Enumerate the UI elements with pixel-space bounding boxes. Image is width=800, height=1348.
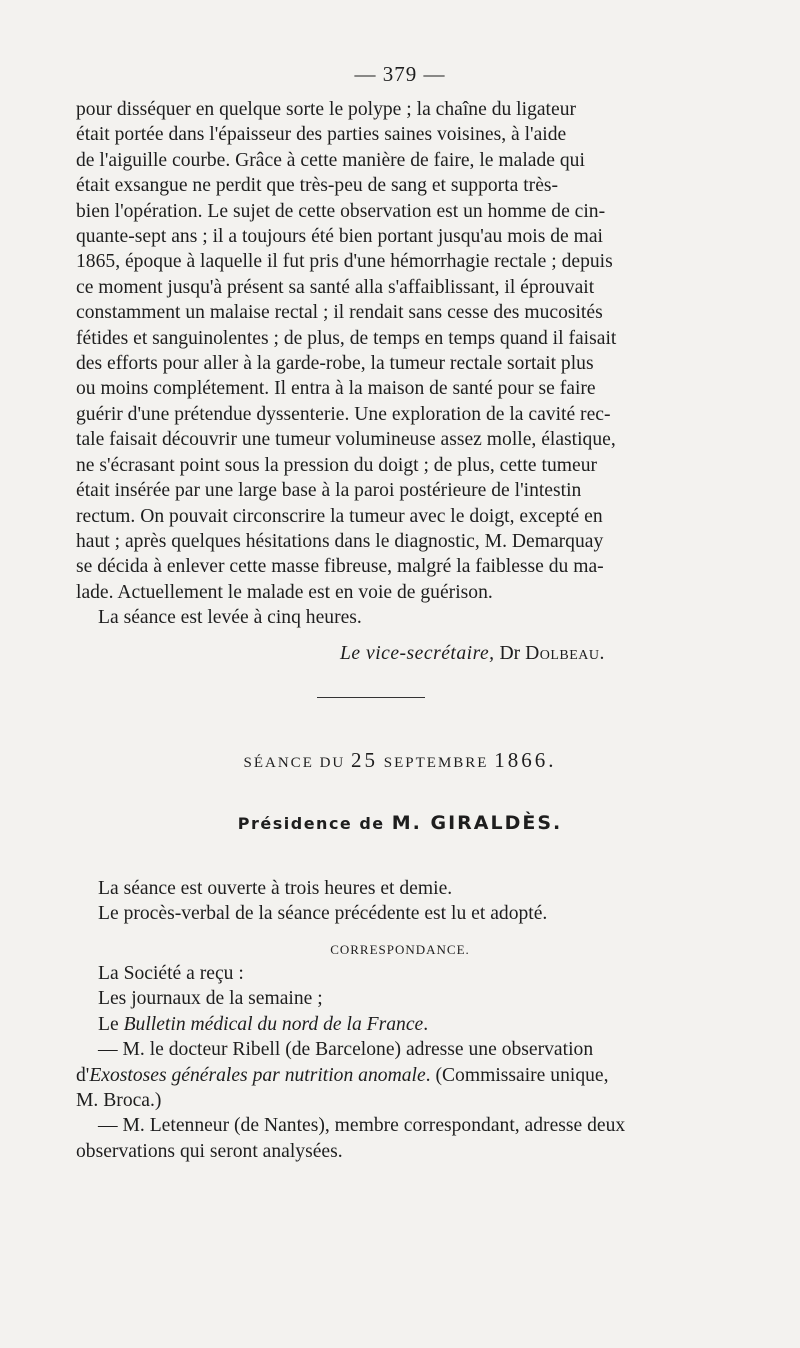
text-line: haut ; après quelques hésitations dans le diagnostic, M. Demarquay (76, 530, 604, 552)
text-line: rectum. On pouvait circonscrire la tumeur avec le doigt, excepté en (76, 505, 603, 527)
signature (340, 643, 605, 665)
text-line: tale faisait découvrir une tumeur volumineuse assez molle, élastique, (76, 429, 616, 451)
session-day: 25 (351, 748, 379, 772)
correspondance-paragraph (76, 961, 698, 1164)
opening-paragraph (76, 876, 698, 927)
session-label: SÉANCE DU (243, 755, 346, 771)
text-line: observations qui seront analysées. (76, 1140, 343, 1162)
text-line (76, 1063, 698, 1088)
text-line: Les journaux de la semaine ; (98, 988, 323, 1010)
text-line: La Société a reçu : (98, 963, 244, 984)
text-line: M. Broca.) (76, 1090, 162, 1112)
signature-name: Dolbeau. (525, 643, 605, 664)
text-line: guérir d'une prétendue dyssenterie. Une exploration de la cavité rec- (76, 403, 611, 425)
bulletin-title: Bulletin médical du nord de la France (123, 1013, 424, 1035)
text-line: lade. Actuellement le malade est en voie de guérison. (76, 581, 493, 603)
session-year: 1866. (494, 748, 557, 772)
presidence-name: M. GIRALDÈS. (391, 812, 563, 834)
session-month: SEPTEMBRE (383, 755, 489, 771)
text-line: était portée dans l'épaisseur des parties saines voisines, à l'aide (76, 124, 567, 146)
text-line: ce moment jusqu'à présent sa santé alla s'affaiblissant, il éprouvait (76, 276, 595, 298)
text-line: Le procès-verbal de la séance précédente est lu et adopté. (98, 903, 548, 925)
text-line: de l'aiguille courbe. Grâce à cette manière de faire, le malade qui (76, 149, 585, 171)
text-line: quante-sept ans ; il a toujours été bien portant jusqu'au mois de mai (76, 226, 604, 248)
section-divider (317, 697, 425, 698)
closing-line: La séance est levée à cinq heures. (98, 607, 362, 629)
presidence-heading (0, 812, 800, 834)
presidence-label: Présidence de (237, 814, 385, 833)
text-line: fétides et sanguinolentes ; de plus, de temps en temps quand il faisait (76, 327, 617, 349)
text-line: était insérée par une large base à la paroi postérieure de l'intestin (76, 480, 582, 502)
case-report-paragraph (76, 97, 698, 631)
text-line: ne s'écrasant point sous la pression du doigt ; de plus, cette tumeur (76, 454, 598, 476)
session-heading (0, 748, 800, 773)
signature-role: Le vice-secrétaire, (340, 643, 495, 664)
text-line: pour disséquer en quelque sorte le polype ; la chaîne du ligateur (76, 99, 577, 120)
text-line: La séance est ouverte à trois heures et demie. (98, 878, 453, 899)
bulletin-prefix: Le (98, 1013, 124, 1035)
text-line (76, 1012, 698, 1037)
text-line: ou moins complétement. Il entra à la maison de santé pour se faire (76, 378, 596, 400)
signature-title: Dr (499, 643, 521, 664)
page-number: — 379 — (354, 62, 446, 86)
text-line: se décida à enlever cette masse fibreuse, malgré la faiblesse du ma- (76, 556, 604, 578)
ribell-prefix: d' (76, 1064, 90, 1086)
ribell-suffix: . (Commissaire unique, (425, 1064, 609, 1086)
text-line: était exsangue ne perdit que très-peu de sang et supporta très- (76, 175, 559, 197)
text-line: des efforts pour aller à la garde-robe, la tumeur rectale sortait plus (76, 353, 594, 375)
text-line: — M. Letenneur (de Nantes), membre correspondant, adresse deux (98, 1115, 626, 1137)
ribell-title: Exostoses générales par nutrition anomale (89, 1064, 426, 1086)
text-line: 1865, époque à laquelle il fut pris d'une hémorrhagie rectale ; depuis (76, 251, 613, 273)
text-line: constamment un malaise rectal ; il rendait sans cesse des mucosités (76, 302, 603, 324)
correspondance-heading: CORRESPONDANCE. (330, 942, 470, 957)
text-line: — M. le docteur Ribell (de Barcelone) adresse une observation (98, 1039, 594, 1061)
text-line: bien l'opération. Le sujet de cette observation est un homme de cin- (76, 200, 606, 222)
bulletin-suffix: . (423, 1013, 429, 1035)
